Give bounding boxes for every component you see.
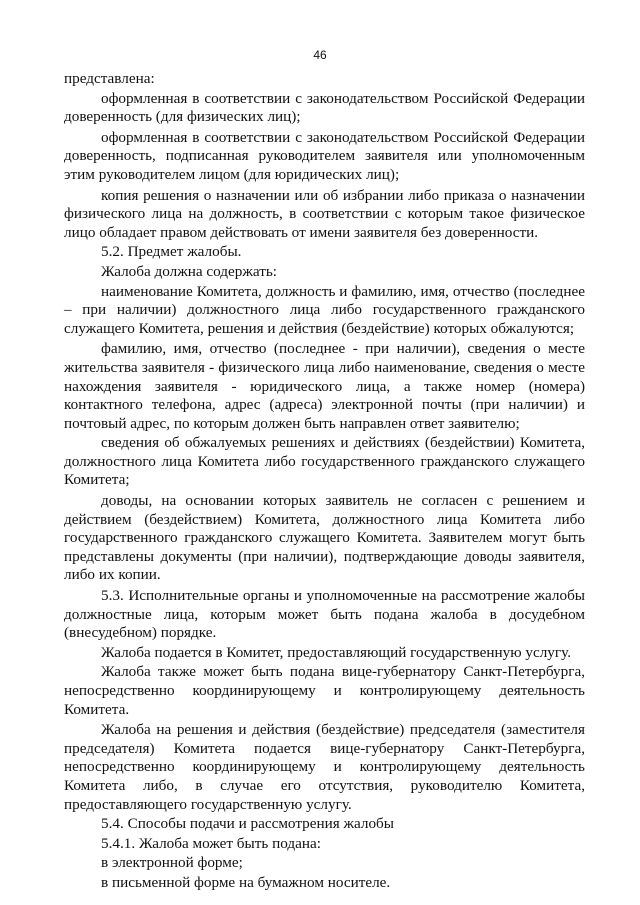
paragraph-17: в электронной форме; (101, 854, 243, 872)
paragraph-9: сведения об обжалуемых решениях и действиях (бездействии) Комитета, должностного лица Комитета либо государственного гражданского служащего Комитета; (64, 434, 585, 489)
paragraph-8: фамилию, имя, отчество (последнее - при наличии), сведения о месте жительства заявителя - физического лица либо наименование, сведения о месте нахождения заявителя - юридического лица, а также номер (номера) контактного телефона, адрес (адреса) электронной почты (при наличии) и почтовый адрес, по которым должен быть направлен ответ заявителю; (64, 340, 585, 432)
paragraph-13: Жалоба также может быть подана вице-губернатору Санкт-Петербурга, непосредственно координирующему и контролирующему деятельность Комитета. (64, 663, 585, 718)
paragraph-2: оформленная в соответствии с законодательством Российской Федерации доверенность (для физических лиц); (64, 89, 585, 126)
paragraph-12: Жалоба подается в Комитет, предоставляющий государственную услугу. (101, 643, 571, 661)
paragraph-3: оформленная в соответствии с законодательством Российской Федерации доверенность, подписанная руководителем заявителя или уполномоченным этим руководителем лицом (для юридических лиц); (64, 128, 585, 183)
page-number: 46 (313, 48, 327, 62)
paragraph-7: наименование Комитета, должность и фамилию, имя, отчество (последнее – при наличии) должностного лица либо государственного гражданского служащего Комитета, решения и действия (бездействие) которых обжалуются; (64, 282, 585, 337)
document-body (64, 70, 585, 893)
section-heading-5-4: 5.4. Способы подачи и рассмотрения жалобы (101, 815, 394, 833)
paragraph-1: представлена: (64, 70, 155, 87)
paragraph-18: в письменной форме на бумажном носителе. (101, 873, 391, 891)
section-heading-5-4-1: 5.4.1. Жалоба может быть подана: (101, 834, 321, 852)
section-heading-5-3: 5.3. Исполнительные органы и уполномоченные на рассмотрение жалобы должностные лица, которым может быть подана жалоба в досудебном (внесудебном) порядке. (64, 587, 585, 642)
paragraph-14: Жалоба на решения и действия (бездействие) председателя (заместителя председателя) Комитета подается вице-губернатору Санкт-Петербурга, непосредственно координирующему и контролирующему деятельность Комитета либо, в случае его отсутствия, руководителю Комитета, предоставляющего государственную услугу. (64, 721, 585, 813)
paragraph-6: Жалоба должна содержать: (101, 262, 277, 280)
paragraph-4: копия решения о назначении или об избрании либо приказа о назначении физического лица на должность, в соответствии с которым такое физическое лицо обладает правом действовать от имени заявителя без доверенности. (64, 186, 585, 241)
section-heading-5-2: 5.2. Предмет жалобы. (101, 243, 242, 261)
paragraph-10: доводы, на основании которых заявитель не согласен с решением и действием (бездействием) Комитета, должностного лица Комитета либо государственного гражданского служащего Комитета. Заявителем могут быть представлены документы (при наличии), подтверждающие доводы заявителя, либо их копии. (64, 492, 585, 584)
